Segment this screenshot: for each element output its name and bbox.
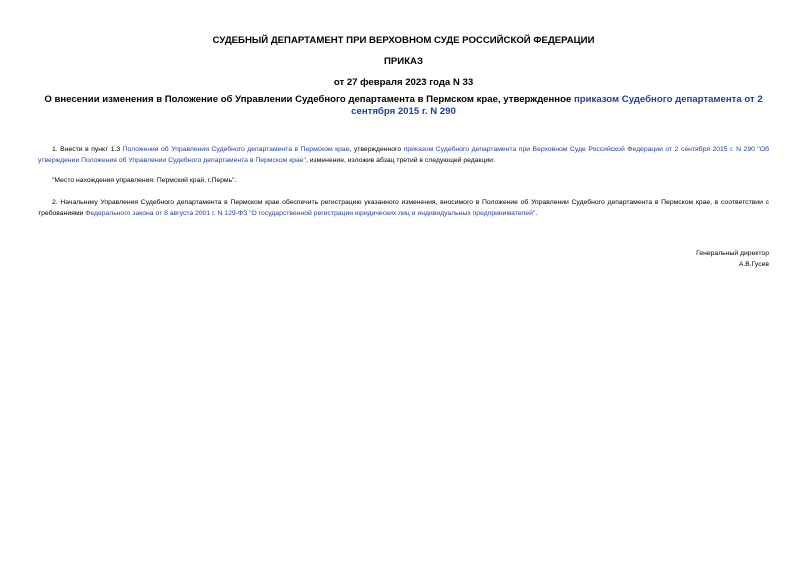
- title-text: О внесении изменения в Положение об Управлении Судебного департамента в Пермском крае, утвержденное: [44, 94, 574, 105]
- regulation-link[interactable]: Положения об Управлении Судебного департамента в Пермском крае: [122, 146, 350, 153]
- title-order-link[interactable]: приказом Судебного департамента от 2 сентября 2015 г. N 290: [351, 94, 763, 117]
- paragraph-2: [38, 197, 769, 219]
- p2-text-2: .: [535, 210, 538, 217]
- p1-text-2: , утвержденного: [349, 146, 404, 153]
- p1-text-3: , изменение, изложив абзац третий в следующей редакции:: [305, 157, 495, 164]
- document-title: [38, 94, 769, 117]
- date-number-heading: от 27 февраля 2023 года N 33: [333, 77, 474, 88]
- department-heading: СУДЕБНЫЙ ДЕПАРТАМЕНТ ПРИ ВЕРХОВНОМ СУДЕ РОССИЙСКОЙ ФЕДЕРАЦИИ: [212, 35, 595, 46]
- signatory-position: Генеральный директор: [696, 250, 769, 257]
- document-type-heading: ПРИКАЗ: [384, 56, 423, 67]
- p2-text-1: 2. Начальнику Управления Судебного департамента в Пермском крае обеспечить регистрацию указанного изменения, вносимого в Положение об Управлении Судебного департамента в Пермском крае, в соответствии с требованиями: [38, 199, 769, 217]
- quoted-amendment: "Место нахождения управления: Пермский край, г.Пермь".: [52, 177, 237, 184]
- signatory-name: А.В.Гусев: [738, 261, 769, 268]
- p1-text-1: 1. Внести в пункт 1.3: [52, 146, 123, 153]
- order-2015-link[interactable]: приказом Судебного департамента при Верховном Суде Российской Федерации от 2 сентября 2015 г. N 290 "Об утверждении Положения об Управлении Судебного департамента в Пермском крае": [38, 146, 769, 164]
- document-page: [38, 0, 769, 571]
- federal-law-link[interactable]: Федерального закона от 8 августа 2001 г. N 129-ФЗ "О государственной регистрации юридических лиц и индивидуальных предпринимателей": [85, 210, 536, 217]
- paragraph-1: [38, 144, 769, 166]
